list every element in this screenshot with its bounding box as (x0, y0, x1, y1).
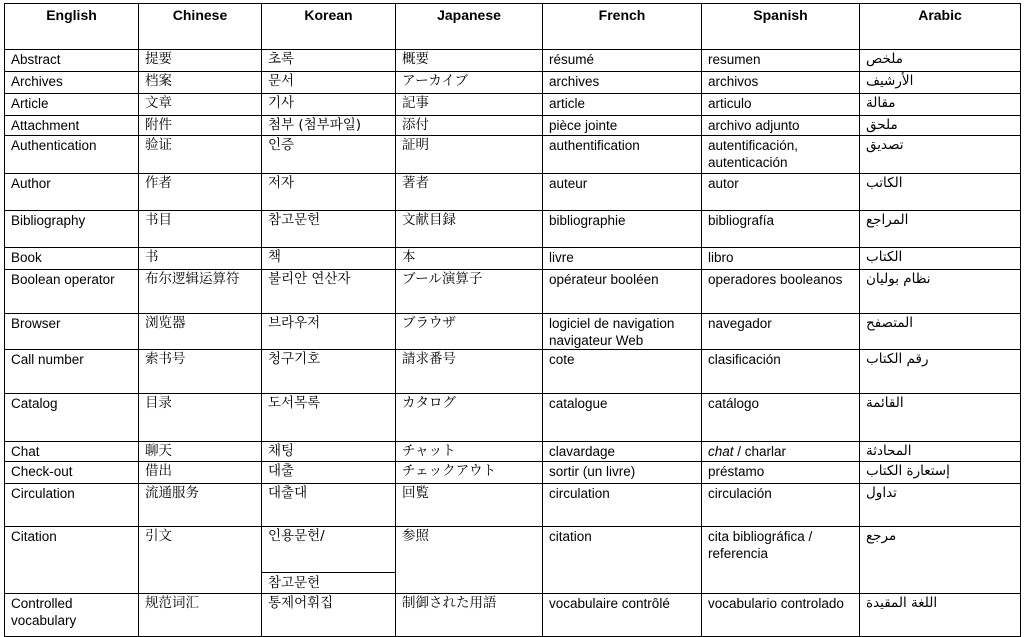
arabic-cell: الكتاب (860, 248, 1021, 270)
arabic-cell: اللغة المقيدة (860, 594, 1021, 637)
arabic-cell: إستعارة الكتاب (860, 462, 1021, 484)
arabic-cell: ملخص (860, 50, 1021, 72)
korean-cell: 책 (262, 248, 396, 270)
english-cell: Check-out (5, 462, 139, 484)
french-cell: pièce jointe (543, 116, 702, 136)
korean-cell: 채팅 (262, 442, 396, 462)
table-row (5, 394, 1021, 442)
arabic-cell: مقالة (860, 94, 1021, 116)
french-cell: article (543, 94, 702, 116)
table-row (5, 50, 1021, 72)
spanish-cell: préstamo (702, 462, 860, 484)
header-french: French (543, 4, 702, 50)
korean-cell (262, 527, 396, 594)
spanish-cell: clasificación (702, 350, 860, 394)
korean-cell: 저자 (262, 174, 396, 211)
header-row (5, 4, 1021, 50)
chinese-cell: 借出 (139, 462, 262, 484)
english-cell: Archives (5, 72, 139, 94)
japanese-cell: アーカイブ (396, 72, 543, 94)
arabic-cell: ملحق (860, 116, 1021, 136)
french-cell: cote (543, 350, 702, 394)
japanese-cell: 証明 (396, 136, 543, 174)
table-row (5, 462, 1021, 484)
chinese-cell: 浏览器 (139, 314, 262, 350)
english-cell: Controlled vocabulary (5, 594, 139, 637)
french-cell: archives (543, 72, 702, 94)
chinese-cell: 作者 (139, 174, 262, 211)
spanish-cell: resumen (702, 50, 860, 72)
korean-cell: 통제어휘집 (262, 594, 396, 637)
arabic-cell: مرجع (860, 527, 1021, 594)
english-cell: Authentication (5, 136, 139, 174)
english-cell: Chat (5, 442, 139, 462)
chinese-cell: 验证 (139, 136, 262, 174)
french-cell: logiciel de navigation navigateur Web (543, 314, 702, 350)
english-cell: Browser (5, 314, 139, 350)
arabic-cell: تصديق (860, 136, 1021, 174)
table-row (5, 248, 1021, 270)
french-cell: authentification (543, 136, 702, 174)
table-row (5, 314, 1021, 350)
spanish-cell: archivo adjunto (702, 116, 860, 136)
spanish-term: / charlar (733, 444, 787, 459)
arabic-cell: المتصفح (860, 314, 1021, 350)
english-cell: Circulation (5, 484, 139, 527)
japanese-cell: 参照 (396, 527, 543, 594)
header-english: English (5, 4, 139, 50)
chinese-cell: 书 (139, 248, 262, 270)
arabic-cell: المحادثة (860, 442, 1021, 462)
korean-cell: 참고문헌 (262, 211, 396, 248)
spanish-cell (702, 442, 860, 462)
header-korean: Korean (262, 4, 396, 50)
header-spanish: Spanish (702, 4, 860, 50)
arabic-cell: نظام بوليان (860, 270, 1021, 314)
english-cell: Abstract (5, 50, 139, 72)
japanese-cell: ブール演算子 (396, 270, 543, 314)
chinese-cell: 书目 (139, 211, 262, 248)
korean-cell: 기사 (262, 94, 396, 116)
english-cell: Bibliography (5, 211, 139, 248)
table-row (5, 484, 1021, 527)
spanish-cell: vocabulario controlado (702, 594, 860, 637)
japanese-cell: ブラウザ (396, 314, 543, 350)
french-cell: bibliographie (543, 211, 702, 248)
korean-cell: 불리안 연산자 (262, 270, 396, 314)
table-row (5, 594, 1021, 637)
japanese-cell: カタログ (396, 394, 543, 442)
french-cell: sortir (un livre) (543, 462, 702, 484)
spanish-cell: articulo (702, 94, 860, 116)
spanish-cell: bibliografía (702, 211, 860, 248)
arabic-cell: رقم الكتاب (860, 350, 1021, 394)
spanish-cell: navegador (702, 314, 860, 350)
spanish-cell: autentificación, autenticación (702, 136, 860, 174)
japanese-cell: チェックアウト (396, 462, 543, 484)
table-row (5, 211, 1021, 248)
japanese-cell: 添付 (396, 116, 543, 136)
korean-cell: 문서 (262, 72, 396, 94)
arabic-cell: المراجع (860, 211, 1021, 248)
chinese-cell: 目录 (139, 394, 262, 442)
chinese-cell: 索书号 (139, 350, 262, 394)
french-cell: auteur (543, 174, 702, 211)
table-row (5, 442, 1021, 462)
spanish-cell: circulación (702, 484, 860, 527)
table-row (5, 116, 1021, 136)
korean-cell: 브라우저 (262, 314, 396, 350)
french-cell: citation (543, 527, 702, 594)
japanese-cell: チャット (396, 442, 543, 462)
french-cell: clavardage (543, 442, 702, 462)
japanese-cell: 文献目録 (396, 211, 543, 248)
korean-cell: 청구기호 (262, 350, 396, 394)
table-row (5, 174, 1021, 211)
arabic-cell: تداول (860, 484, 1021, 527)
french-cell: résumé (543, 50, 702, 72)
english-cell: Citation (5, 527, 139, 594)
chinese-cell: 聊天 (139, 442, 262, 462)
french-cell: livre (543, 248, 702, 270)
chinese-cell: 附件 (139, 116, 262, 136)
chinese-cell: 档案 (139, 72, 262, 94)
arabic-cell: الأرشيف (860, 72, 1021, 94)
header-arabic: Arabic (860, 4, 1021, 50)
table-row (5, 72, 1021, 94)
english-cell: Attachment (5, 116, 139, 136)
spanish-cell: archivos (702, 72, 860, 94)
chinese-cell: 布尔逻辑运算符 (139, 270, 262, 314)
spanish-cell: autor (702, 174, 860, 211)
korean-cell: 대출대 (262, 484, 396, 527)
arabic-cell: القائمة (860, 394, 1021, 442)
chinese-cell: 提要 (139, 50, 262, 72)
japanese-cell: 著者 (396, 174, 543, 211)
arabic-cell: الكاتب (860, 174, 1021, 211)
english-cell: Book (5, 248, 139, 270)
english-cell: Catalog (5, 394, 139, 442)
spanish-cell: catálogo (702, 394, 860, 442)
table-row (5, 350, 1021, 394)
table-row (5, 527, 1021, 594)
chinese-cell: 文章 (139, 94, 262, 116)
chinese-cell: 引文 (139, 527, 262, 594)
table-row (5, 94, 1021, 116)
spanish-cell: operadores booleanos (702, 270, 860, 314)
korean-cell: 인증 (262, 136, 396, 174)
korean-cell: 첨부 (첨부파일) (262, 116, 396, 136)
korean-cell: 도서목록 (262, 394, 396, 442)
korean-term-continued: 참고문헌 (262, 572, 395, 592)
japanese-cell: 回覧 (396, 484, 543, 527)
english-cell: Article (5, 94, 139, 116)
french-cell: circulation (543, 484, 702, 527)
english-cell: Call number (5, 350, 139, 394)
japanese-cell: 制御された用語 (396, 594, 543, 637)
glossary-table (4, 3, 1021, 637)
french-cell: vocabulaire contrôlé (543, 594, 702, 637)
french-cell: catalogue (543, 394, 702, 442)
spanish-cell: cita bibliográfica / referencia (702, 527, 860, 594)
japanese-cell: 請求番号 (396, 350, 543, 394)
table-row (5, 136, 1021, 174)
chinese-cell: 规范词汇 (139, 594, 262, 637)
chinese-cell: 流通服务 (139, 484, 262, 527)
english-cell: Boolean operator (5, 270, 139, 314)
japanese-cell: 記事 (396, 94, 543, 116)
table-row (5, 270, 1021, 314)
korean-cell: 초록 (262, 50, 396, 72)
spanish-term-italic: chat (708, 444, 734, 459)
header-japanese: Japanese (396, 4, 543, 50)
japanese-cell: 本 (396, 248, 543, 270)
korean-cell: 대출 (262, 462, 396, 484)
header-chinese: Chinese (139, 4, 262, 50)
english-cell: Author (5, 174, 139, 211)
french-cell: opérateur booléen (543, 270, 702, 314)
korean-term: 인용문헌/ (268, 528, 325, 544)
japanese-cell: 概要 (396, 50, 543, 72)
spanish-cell: libro (702, 248, 860, 270)
